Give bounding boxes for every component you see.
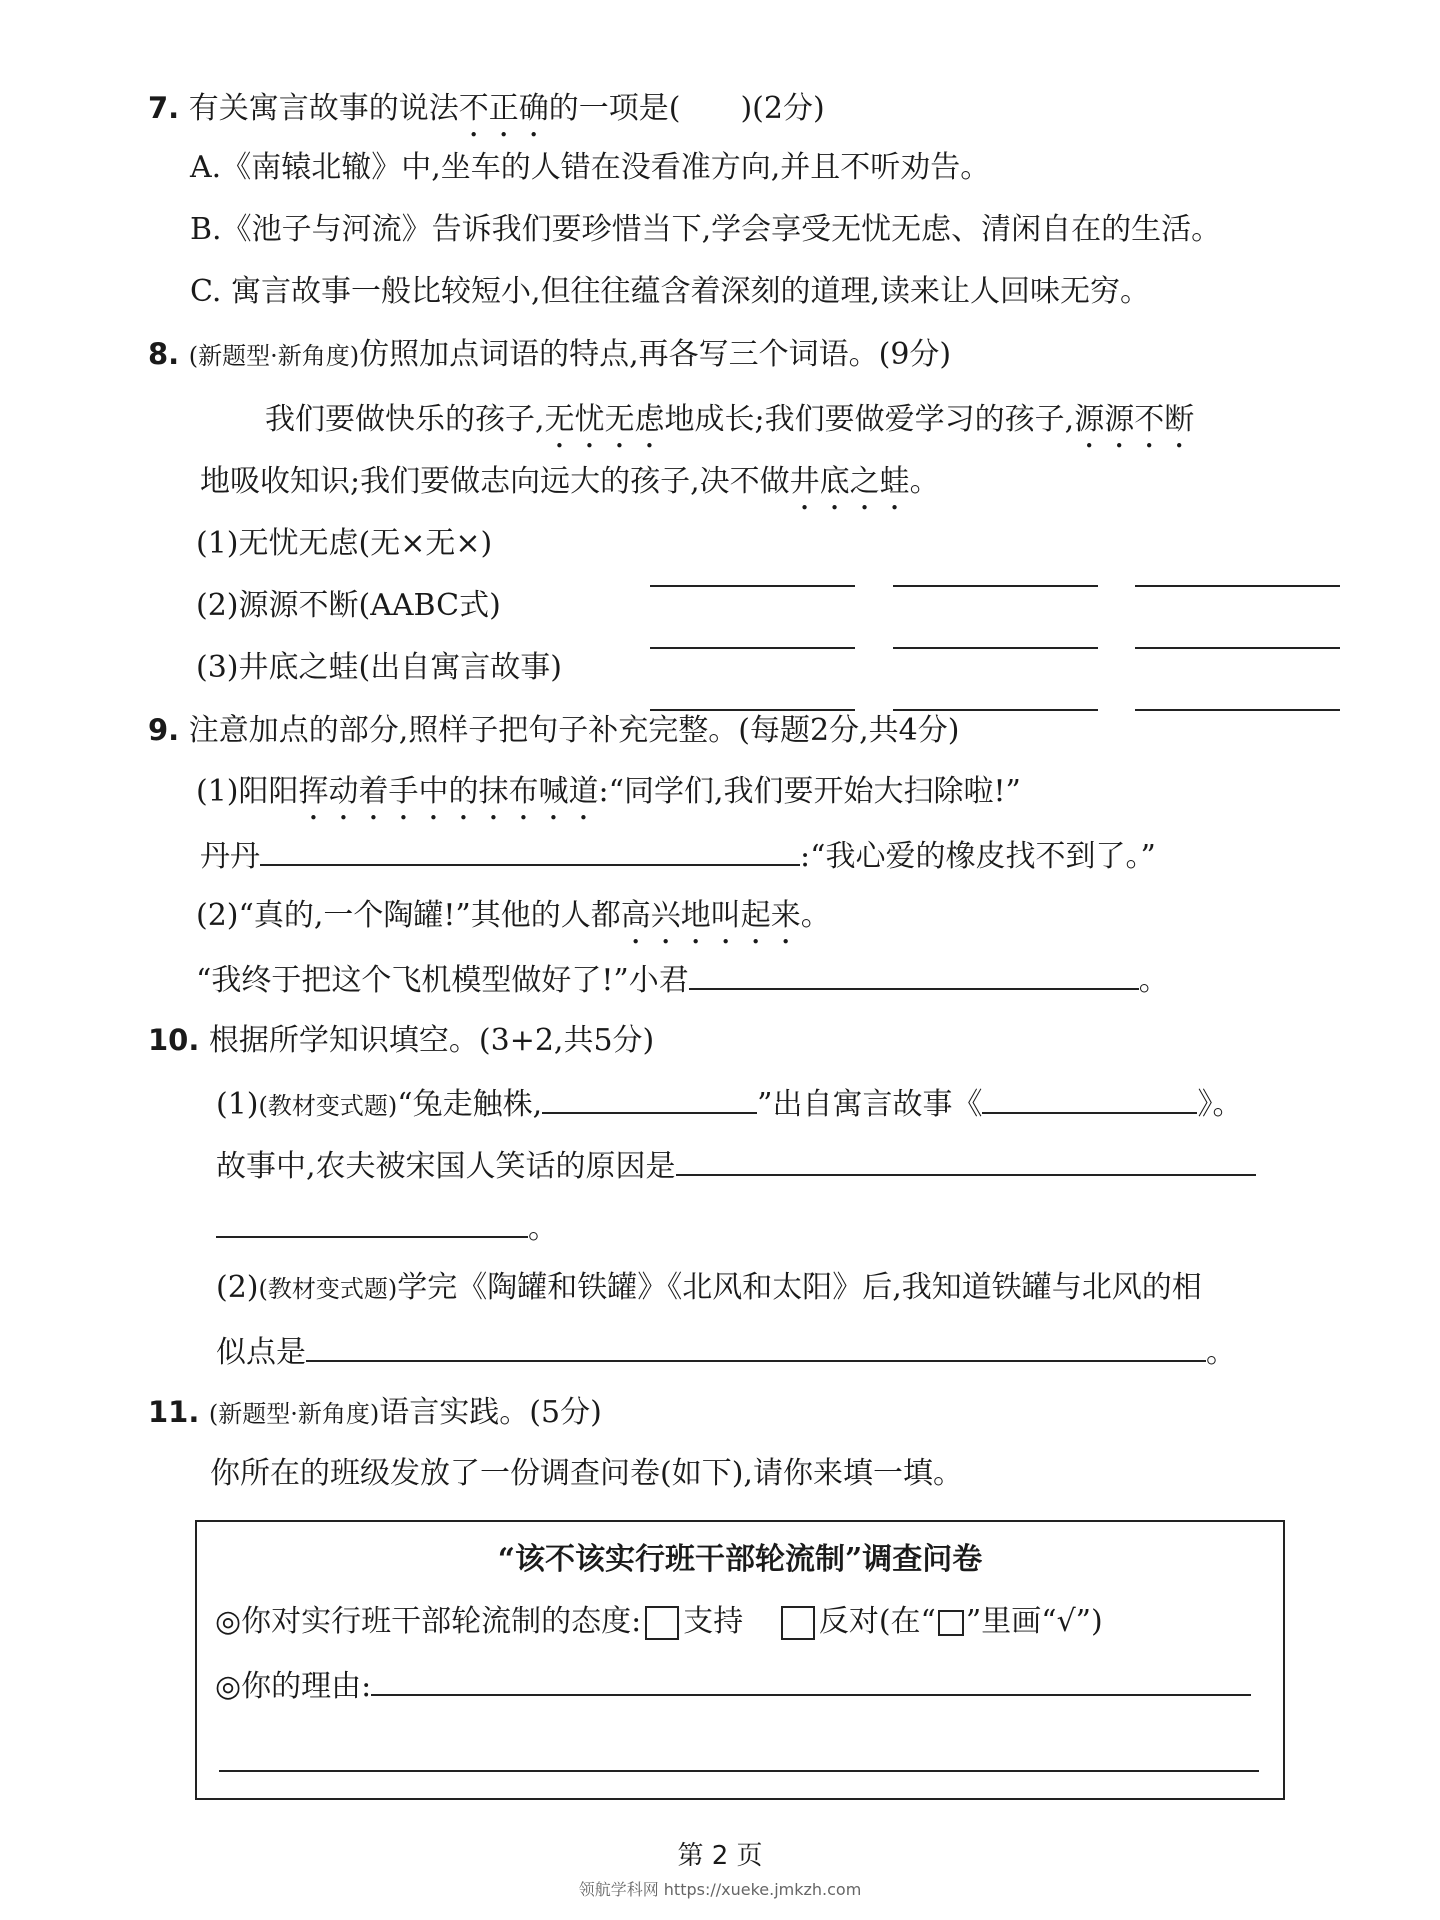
q10-similarity-blank[interactable] (306, 1330, 1206, 1362)
q7-dotted-words: 不正确 (458, 91, 549, 126)
survey-title: “该不该实行班干部轮流制”调查问卷 (497, 1542, 983, 1577)
q9-answer2-blank[interactable] (689, 958, 1139, 990)
q9-answer-2: “我终于把这个飞机模型做好了!”小君 。 (196, 958, 1169, 1001)
q8-stem: 8. (新题型·新角度)仿照加点词语的特点,再各写三个词语。(9分) (148, 337, 952, 372)
reason-blank-2[interactable] (219, 1740, 1259, 1772)
survey-box (195, 1520, 1285, 1800)
q8-item1-blank-3[interactable] (1135, 555, 1340, 587)
q8-passage-line1: 我们要做快乐的孩子,无忧无虑地成长;我们要做爱学习的孩子,源源不断 (265, 402, 1195, 437)
oppose-checkbox[interactable] (781, 1606, 815, 1640)
q10-stem: 10. 根据所学知识填空。(3+2,共5分) (148, 1023, 655, 1058)
q8-item3-blank-3[interactable] (1135, 679, 1340, 711)
q9-sentence-1: (1)阳阳挥动着手中的抹布喊道:“同学们,我们要开始大扫除啦!” (196, 774, 1021, 809)
q10-line-3: 。 (216, 1206, 558, 1249)
q10-number: 10. (148, 1023, 200, 1057)
page-number: 第 2 页 (677, 1841, 763, 1871)
q11-stem: 11. (新题型·新角度)语言实践。(5分) (148, 1395, 602, 1430)
square-symbol-icon (938, 1610, 964, 1636)
q8-item2-blank-3[interactable] (1135, 617, 1340, 649)
q10-tag-2: (教材变式题) (258, 1275, 398, 1303)
q8-item2-blank-1[interactable] (650, 617, 855, 649)
q7-stem: 7. 有关寓言故事的说法不正确的一项是( )(2分) (148, 88, 825, 144)
q10-line-4: (2)(教材变式题)学完《陶罐和铁罐》《北风和太阳》后,我知道铁罐与北风的相 (216, 1270, 1202, 1305)
q8-number: 8. (148, 337, 180, 371)
q10-reason-blank-1[interactable] (676, 1144, 1256, 1176)
q9-sentence-2: (2)“真的,一个陶罐!”其他的人都高兴地叫起来。 (196, 898, 831, 933)
q8-item-3: (3)井底之蛙(出自寓言故事) (196, 650, 562, 685)
q8-dotted-word-2: 源源不断 (1074, 402, 1195, 437)
q9-number: 9. (148, 713, 180, 747)
q8-item3-blank-1[interactable] (650, 679, 855, 711)
q9-stem: 9. 注意加点的部分,照样子把句子补充完整。(每题2分,共4分) (148, 713, 960, 748)
q11-tag: (新题型·新角度) (208, 1400, 380, 1428)
q7-number: 7. (148, 91, 180, 125)
q9-dotted-phrase-1: 挥动着手中的抹布喊道 (298, 774, 599, 809)
q9-answer1-blank[interactable] (260, 834, 800, 866)
q8-item2-blank-2[interactable] (893, 617, 1098, 649)
support-checkbox[interactable] (645, 1606, 679, 1640)
q10-tag-1: (教材变式题) (258, 1092, 398, 1120)
q7-option-b: B.《池子与河流》告诉我们要珍惜当下,学会享受无忧无虑、清闲自在的生活。 (190, 212, 1222, 247)
q7-option-c: C. 寓言故事一般比较短小,但往往蕴含着深刻的道理,读来让人回味无穷。 (190, 274, 1151, 309)
q8-tag: (新题型·新角度) (188, 342, 360, 370)
q10-line-1: (1)(教材变式题)“兔走触株, ”出自寓言故事《 》。 (216, 1082, 1242, 1126)
q8-item1-blank-2[interactable] (893, 555, 1098, 587)
q9-dotted-phrase-2: 高兴地叫起来 (620, 898, 801, 933)
q10-line-5: 似点是 。 (216, 1330, 1236, 1373)
q8-passage-line2: 地吸收知识;我们要做志向远大的孩子,决不做井底之蛙。 (200, 464, 940, 499)
reason-blank-1[interactable] (371, 1664, 1251, 1696)
q10-idiom-blank[interactable] (542, 1082, 757, 1114)
survey-attitude-row: ◎你对实行班干部轮流制的态度: 支持 反对(在“ ”里画“√”) (215, 1604, 1103, 1639)
q8-item1-blank-1[interactable] (650, 555, 855, 587)
q8-dotted-word-3: 井底之蛙 (789, 464, 910, 499)
watermark: 领航学科网 https://xueke.jmkzh.com (578, 1880, 862, 1899)
survey-reason-row: ◎你的理由: (215, 1664, 1251, 1707)
q10-reason-blank-2[interactable] (216, 1206, 528, 1238)
q8-dotted-word-1: 无忧无虑 (544, 402, 665, 437)
q11-intro: 你所在的班级发放了一份调查问卷(如下),请你来填一填。 (210, 1456, 963, 1491)
q7-option-a: A.《南辕北辙》中,坐车的人错在没看准方向,并且不听劝告。 (190, 150, 991, 185)
q11-number: 11. (148, 1395, 200, 1429)
q8-item3-blank-2[interactable] (893, 679, 1098, 711)
q10-fable-title-blank[interactable] (982, 1082, 1197, 1114)
q7-answer-blank[interactable] (680, 88, 740, 118)
q8-item-2: (2)源源不断(AABC式) (196, 588, 501, 623)
q10-line-2: 故事中,农夫被宋国人笑话的原因是 (216, 1144, 1256, 1187)
q8-item-1: (1)无忧无虑(无×无×) (196, 526, 493, 561)
q9-answer-1: 丹丹 :“我心爱的橡皮找不到了。” (200, 834, 1156, 877)
